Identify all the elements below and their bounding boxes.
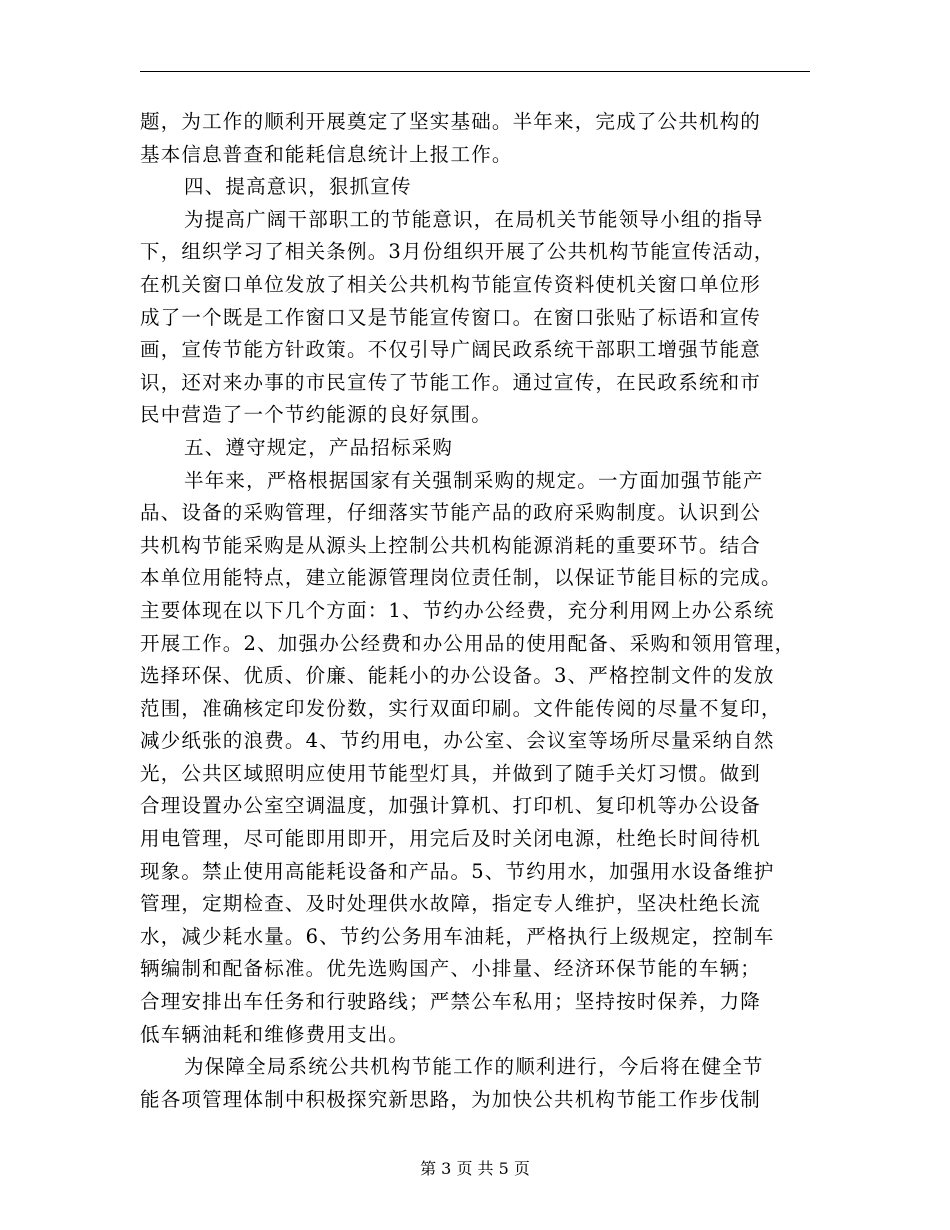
text-line: 减少纸张的浪费。4、节约用电，办公室、会议室等场所尽量采纳自然 <box>140 729 775 753</box>
document-body <box>140 106 820 1116</box>
text-line: 基本信息普查和能耗信息统计上报工作。 <box>140 142 513 166</box>
text-line: 合理安排出车任务和行驶路线；严禁公车私用；坚持按时保养，力降 <box>140 990 762 1014</box>
text-line: 品、设备的采购管理，仔细落实节能产品的政府采购制度。认识到公 <box>140 501 762 525</box>
text-line: 光，公共区域照明应使用节能型灯具，并做到了随手关灯习惯。做到 <box>140 761 762 785</box>
text-line: 识，还对来办事的市民宣传了节能工作。通过宣传，在民政系统和市 <box>140 370 762 394</box>
text-line: 民中营造了一个节约能源的良好氛围。 <box>140 403 492 427</box>
text-line: 成了一个既是工作窗口又是节能宣传窗口。在窗口张贴了标语和宣传 <box>140 305 762 329</box>
text-line: 范围，准确核定印发份数，实行双面印刷。文件能传阅的尽量不复印， <box>140 696 782 720</box>
text-line: 选择环保、优质、价廉、能耗小的办公设备。3、严格控制文件的发放 <box>140 664 775 688</box>
text-line: 能各项管理体制中积极探究新思路，为加快公共机构节能工作步伐制 <box>140 1087 762 1111</box>
text-line: 在机关窗口单位发放了相关公共机构节能宣传资料使机关窗口单位形 <box>140 272 762 296</box>
text-line: 开展工作。2、加强办公经费和办公用品的使用配备、采购和领用管理， <box>140 631 796 655</box>
text-line: 五、遵守规定，产品招标采购 <box>184 435 454 459</box>
text-line: 四、提高意识，狠抓宣传 <box>184 175 412 199</box>
text-line: 为提高广阔干部职工的节能意识，在局机关节能领导小组的指导 <box>184 207 764 231</box>
text-line: 下，组织学习了相关条例。3月份组织开展了公共机构节能宣传活动， <box>140 240 775 264</box>
text-line: 辆编制和配备标准。优先选购国产、小排量、经济环保节能的车辆； <box>140 957 762 981</box>
text-line: 题，为工作的顺利开展奠定了坚实基础。半年来，完成了公共机构的 <box>140 110 762 133</box>
text-line: 低车辆油耗和维修费用支出。 <box>140 1022 410 1046</box>
text-line: 主要体现在以下几个方面：1、节约办公经费，充分利用网上办公系统 <box>140 598 775 622</box>
text-line: 共机构节能采购是从源头上控制公共机构能源消耗的重要环节。结合 <box>140 533 762 557</box>
text-line: 用电管理，尽可能即用即开，用完后及时关闭电源，杜绝长时间待机 <box>140 827 762 851</box>
text-line: 水，减少耗水量。6、节约公务用车油耗，严格执行上级规定，控制车 <box>140 924 775 948</box>
text-line: 画，宣传节能方针政策。不仅引导广阔民政系统干部职工增强节能意 <box>140 338 762 362</box>
text-line: 半年来，严格根据国家有关强制采购的规定。一方面加强节能产 <box>184 468 764 492</box>
text-line: 本单位用能特点，建立能源管理岗位责任制，以保证节能目标的完成。 <box>140 566 782 590</box>
text-line: 为保障全局系统公共机构节能工作的顺利进行，今后将在健全节 <box>184 1055 764 1079</box>
text-line: 现象。禁止使用高能耗设备和产品。5、节约用水，加强用水设备维护 <box>140 859 775 883</box>
text-line: 合理设置办公室空调温度，加强计算机、打印机、复印机等办公设备 <box>140 794 762 818</box>
page-number: 第 3 页 共 5 页 <box>420 1159 530 1178</box>
text-line: 管理，定期检查、及时处理供水故障，指定专人维护，坚决杜绝长流 <box>140 892 762 916</box>
header-rule <box>140 71 810 72</box>
